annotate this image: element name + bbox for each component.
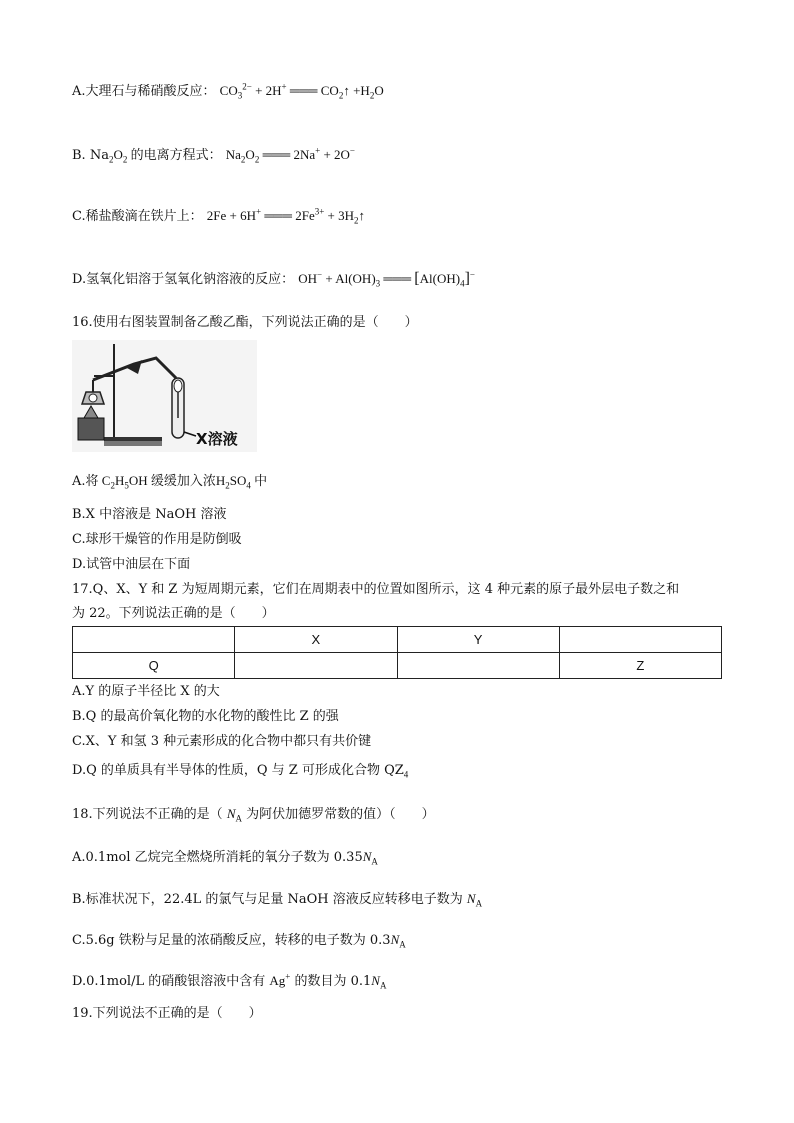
q18-option-b: B.标准状况下，22.4L 的氯气与足量 NaOH 溶液反应转移电子数为 $N_A$ bbox=[72, 891, 483, 909]
table-row bbox=[73, 627, 722, 653]
q16-option-c: C.球形干燥管的作用是防倒吸 bbox=[72, 532, 242, 547]
q16-option-b: B.X 中溶液是 NaOH 溶液 bbox=[72, 507, 227, 522]
q18-option-d-text-end: 的数目为 0.1 bbox=[294, 974, 372, 989]
q17-stem-line1: 17.Q、X、Y 和 Z 为短周期元素，它们在周期表中的位置如图所示，这 4 种元素的原子最外层电子数之和 bbox=[72, 582, 680, 597]
q15-option-b bbox=[72, 146, 355, 165]
q18-option-a: A.0.1mol 乙烷完全燃烧所消耗的氧分子数为 $0.35N_A$ bbox=[72, 849, 378, 867]
q16-option-a bbox=[72, 472, 267, 491]
q15-option-d-text: D.氢氧化铝溶于氢氧化钠溶液的反应： bbox=[72, 272, 295, 287]
q18-option-c-text: C.5.6g 铁粉与足量的浓硝酸反应，转移的电子数为 0.3 bbox=[72, 933, 391, 948]
q16-option-a-formula1: $C_2H_5OH$ bbox=[98, 473, 151, 491]
apparatus-diagram bbox=[72, 340, 257, 452]
q15-option-c-text: C.稀盐酸滴在铁片上： bbox=[72, 209, 203, 224]
table-cell: Q bbox=[73, 653, 235, 679]
q15-option-c-equation: 2Fe + 6H+ ═══ $2Fe^{3+}$ + $3H_2↑$ bbox=[206, 206, 366, 226]
q17-stem-line2: 为 22。下列说法正确的是（ ） bbox=[72, 606, 275, 621]
x-solution-label: X溶液 bbox=[196, 430, 238, 448]
q15-option-b-mid: 的电离方程式： bbox=[130, 148, 222, 163]
q16-option-a-text: A.将 bbox=[72, 474, 99, 489]
q15-option-d bbox=[72, 270, 475, 289]
q18-option-d-text-start: D.0.1mol/L 的硝酸银溶液中含有 bbox=[72, 974, 266, 989]
q18-option-b-text: B.标准状况下，22.4L 的氯气与足量 NaOH 溶液反应转移电子数为 bbox=[72, 892, 463, 907]
q18-option-a-text: A.0.1mol 乙烷完全燃烧所消耗的氧分子数为 0.35 bbox=[72, 850, 363, 865]
table-cell bbox=[559, 627, 721, 653]
q16-option-a-mid: 缓缓加入浓 bbox=[150, 474, 216, 489]
periodic-table-grid bbox=[72, 626, 722, 679]
table-cell bbox=[73, 627, 235, 653]
table-cell bbox=[397, 653, 559, 679]
q15-option-a bbox=[72, 82, 384, 101]
q16-option-d: D.试管中油层在下面 bbox=[72, 557, 191, 572]
table-cell: Y bbox=[397, 627, 559, 653]
table-cell bbox=[235, 653, 397, 679]
q16-stem: 16.使用右图装置制备乙酸乙酯，下列说法正确的是（ ） bbox=[72, 315, 418, 330]
q17-option-d-text: D.Q 的单质具有半导体的性质，Q 与 Z 可形成化合物 QZ bbox=[72, 763, 404, 778]
q17-option-c: C.X、Y 和氢 3 种元素形成的化合物中都只有共价键 bbox=[72, 734, 372, 749]
q15-option-d-equation: $OH^- + Al(OH)_3$ ═══ $[Al(OH)_4]^-$ bbox=[298, 269, 475, 289]
q17-option-a: A.Y 的原子半径比 X 的大 bbox=[72, 684, 220, 699]
q18-stem: 18.下列说法不正确的是（ $N_A$ 为阿伏加德罗常数的值）（ ） bbox=[72, 806, 435, 824]
q15-option-a-equation: $CO_3^{2-} + 2H^+$ ═══ $CO_2↑ +H_2O$ bbox=[219, 81, 384, 101]
q18-option-d: D.0.1mol/L 的硝酸银溶液中含有 Ag+ 的数目为 $0.1N_A$ bbox=[72, 971, 387, 991]
q15-option-a-text: A.大理石与稀硝酸反应： bbox=[72, 84, 216, 99]
q17-option-d: D.Q 的单质具有半导体的性质，Q 与 Z 可形成化合物 $QZ_4$ bbox=[72, 763, 409, 780]
q16-option-a-end: 中 bbox=[254, 474, 268, 489]
q15-option-c bbox=[72, 207, 365, 226]
q19-stem: 19.下列说法不正确的是（ ） bbox=[72, 1006, 262, 1021]
q18-stem-end: 为阿伏加德罗常数的值）（ ） bbox=[246, 807, 435, 822]
q15-option-b-equation: $Na_2O_2$ ═══ 2Na+ + 2O− bbox=[225, 145, 355, 165]
table-cell: Z bbox=[559, 653, 721, 679]
table-row bbox=[73, 653, 722, 679]
q15-option-b-formula: $_2O_2$ bbox=[108, 147, 128, 165]
q15-option-b-text: B. Na bbox=[72, 148, 109, 163]
q18-stem-start: 18.下列说法不正确的是（ bbox=[72, 807, 223, 822]
q17-option-b: B.Q 的最高价氧化物的水化物的酸性比 Z 的强 bbox=[72, 709, 339, 724]
q16-option-a-formula2: $H_2SO_4$ bbox=[215, 473, 251, 491]
q18-option-c: C.5.6g 铁粉与足量的浓硝酸反应，转移的电子数为 $0.3N_A$ bbox=[72, 932, 406, 950]
table-cell: X bbox=[235, 627, 397, 653]
